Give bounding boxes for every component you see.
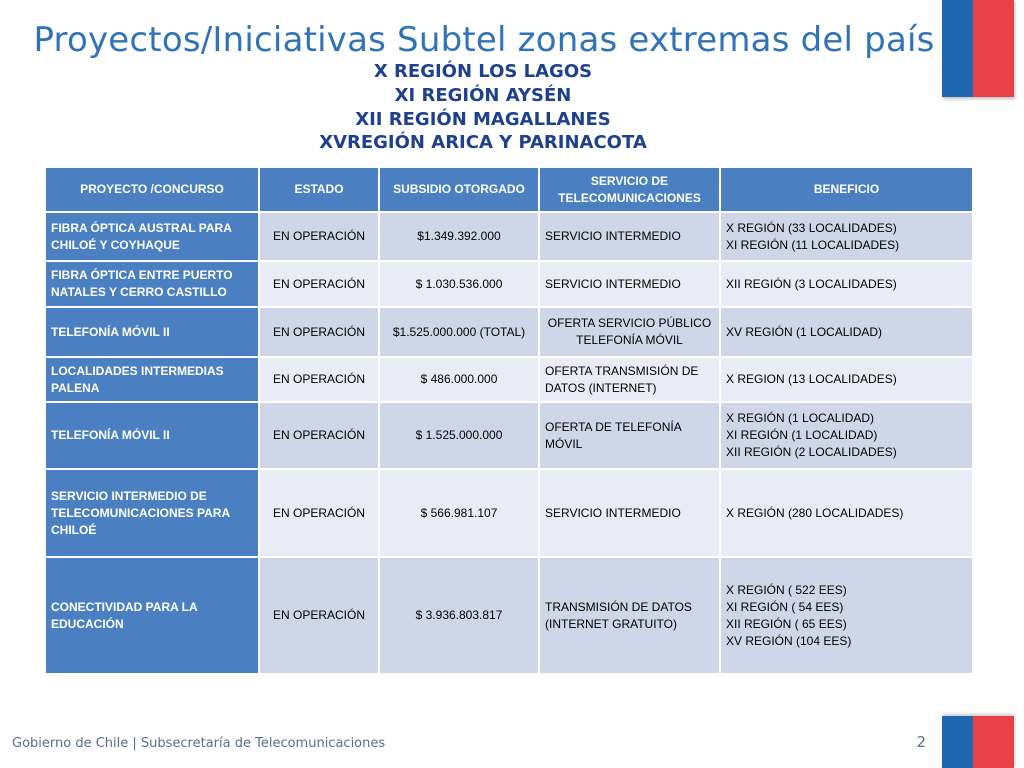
cell-subsidio: $ 566.981.107 [379,469,539,557]
beneficio-line: XII REGIÓN (3 LOCALIDADES) [726,276,897,291]
beneficio-line: X REGIÓN ( 522 EES) [726,582,847,597]
cell-subsidio: $ 3.936.803.817 [379,557,539,674]
cell-servicio: TRANSMISIÓN DE DATOS (INTERNET GRATUITO) [539,557,720,674]
cell-beneficio [720,261,973,307]
page-number: 2 [916,733,926,751]
cell-estado: EN OPERACIÓN [259,402,379,469]
table-header-row [45,167,973,212]
header-proyecto: PROYECTO /CONCURSO [45,167,259,212]
table-row [45,469,973,557]
projects-table [44,166,974,675]
subtitle-region-xi: XI REGIÓN AYSÉN [394,85,572,106]
beneficio-line: XV REGIÓN (1 LOCALIDAD) [726,324,883,339]
cell-beneficio [720,402,973,469]
cell-proyecto: FIBRA ÓPTICA ENTRE PUERTO NATALES Y CERRO CASTILLO [45,261,259,307]
cell-estado: EN OPERACIÓN [259,307,379,357]
table-row [45,307,973,357]
cell-estado: EN OPERACIÓN [259,212,379,261]
flag-blue-band [942,716,973,768]
footer-text: Gobierno de Chile | Subsecretaría de Telecomunicaciones [12,736,386,751]
cell-proyecto: LOCALIDADES INTERMEDIAS PALENA [45,357,259,402]
cell-servicio: SERVICIO INTERMEDIO [539,212,720,261]
cell-proyecto: SERVICIO INTERMEDIO DE TELECOMUNICACIONES PARA CHILOÉ [45,469,259,557]
beneficio-line: XV REGIÓN (104 EES) [726,633,852,648]
beneficio-line: X REGION (13 LOCALIDADES) [726,372,897,386]
cell-servicio: SERVICIO INTERMEDIO [539,261,720,307]
table-row [45,402,973,469]
cell-beneficio [720,307,973,357]
beneficio-line: X REGIÓN (33 LOCALIDADES) [726,220,897,235]
flag-red-band [973,0,1014,97]
cell-estado: EN OPERACIÓN [259,261,379,307]
cell-beneficio [720,357,973,402]
table-row [45,357,973,402]
cell-proyecto: TELEFONÍA MÓVIL II [45,307,259,357]
cell-servicio: OFERTA TRANSMISIÓN DE DATOS (INTERNET) [539,357,720,402]
slide-title: Proyectos/Iniciativas Subtel zonas extremas del país [33,20,935,60]
cell-servicio: OFERTA SERVICIO PÚBLICO TELEFONÍA MÓVIL [539,307,720,357]
cell-servicio: OFERTA DE TELEFONÍA MÓVIL [539,402,720,469]
cell-estado: EN OPERACIÓN [259,469,379,557]
cell-subsidio: $ 486.000.000 [379,357,539,402]
chile-flag-decoration-bottom [942,716,1014,768]
beneficio-line: XII REGIÓN ( 65 EES) [726,616,847,631]
cell-proyecto: TELEFONÍA MÓVIL II [45,402,259,469]
cell-subsidio: $ 1.030.536.000 [379,261,539,307]
cell-beneficio [720,557,973,674]
subtitle-region-x: X REGIÓN LOS LAGOS [373,61,593,82]
cell-subsidio: $ 1.525.000.000 [379,402,539,469]
cell-estado: EN OPERACIÓN [259,557,379,674]
subtitle-region-xii: XII REGIÓN MAGALLANES [355,109,611,130]
cell-estado: EN OPERACIÓN [259,357,379,402]
cell-proyecto: CONECTIVIDAD PARA LA EDUCACIÓN [45,557,259,674]
header-servicio: SERVICIO DE TELECOMUNICACIONES [539,167,720,212]
table-row [45,212,973,261]
beneficio-line: XII REGIÓN (2 LOCALIDADES) [726,445,897,459]
cell-beneficio [720,469,973,557]
header-subsidio: SUBSIDIO OTORGADO [379,167,539,212]
flag-red-band [973,716,1014,768]
header-estado: ESTADO [259,167,379,212]
beneficio-line: XI REGIÓN ( 54 EES) [726,599,844,614]
cell-beneficio [720,212,973,261]
beneficio-line: X REGIÓN (280 LOCALIDADES) [726,505,904,520]
table-row [45,557,973,674]
cell-subsidio: $1.349.392.000 [379,212,539,261]
header-beneficio: BENEFICIO [720,167,973,212]
beneficio-line: XI REGIÓN (1 LOCALIDAD) [726,428,878,442]
subtitle-region-xv: XVREGIÓN ARICA Y PARINACOTA [319,132,647,153]
beneficio-line: XI REGIÓN (11 LOCALIDADES) [726,237,900,252]
cell-proyecto: FIBRA ÓPTICA AUSTRAL PARA CHILOÉ Y COYHAQUE [45,212,259,261]
beneficio-line: X REGIÓN (1 LOCALIDAD) [726,411,875,425]
cell-subsidio: $1.525.000.000 (TOTAL) [379,307,539,357]
table-row [45,261,973,307]
cell-servicio: SERVICIO INTERMEDIO [539,469,720,557]
